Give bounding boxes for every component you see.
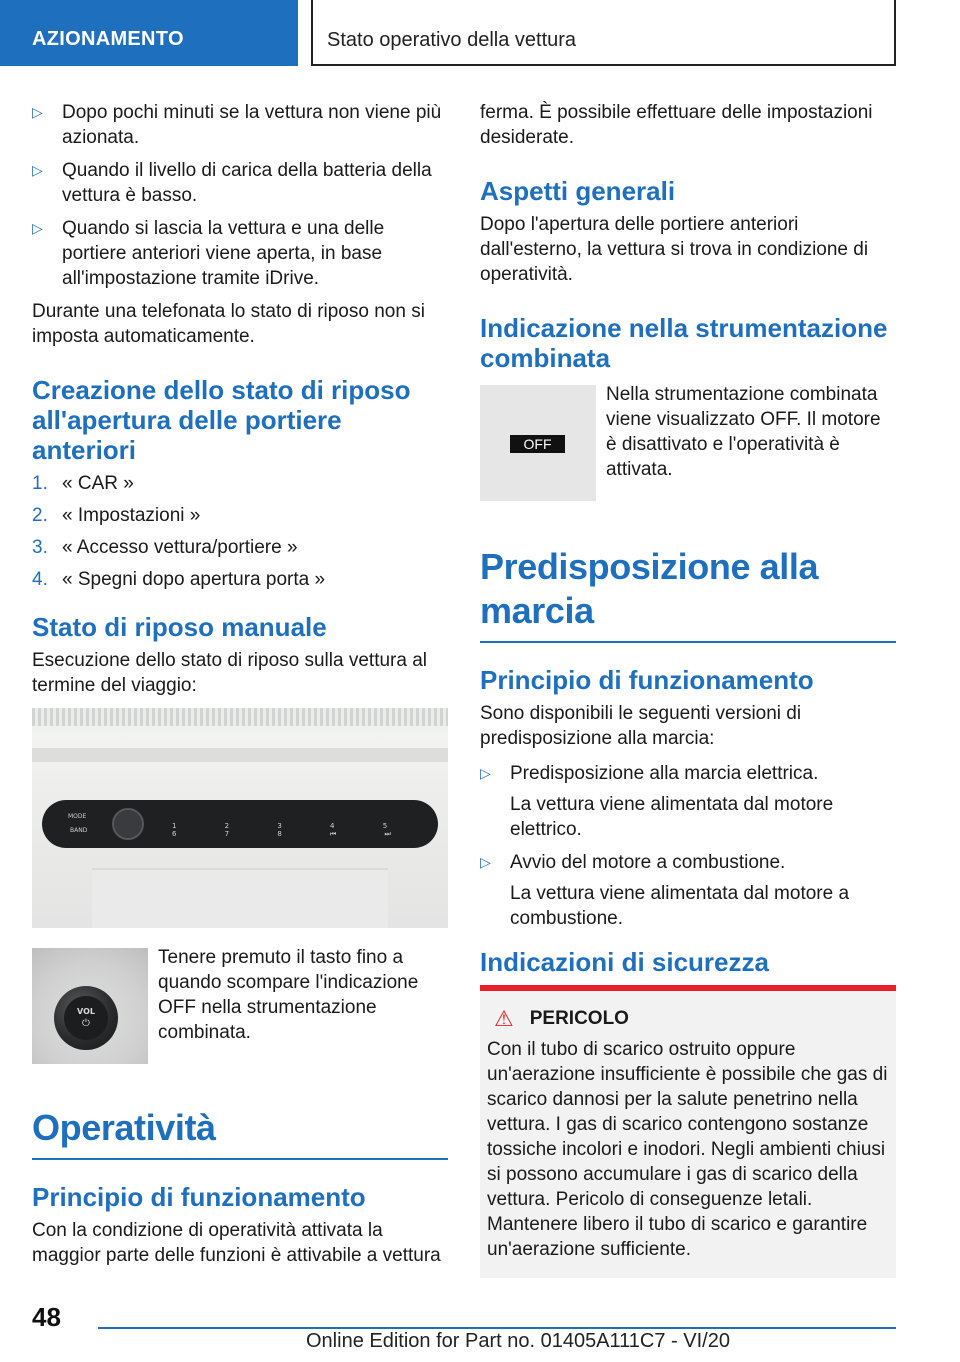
- danger-text: Con il tubo di scarico ostruito oppure un'aerazione insufficiente è possibile che gas di scarico dannosi per la salute penetrino nella vettura. I gas di scarico contengono sostanze tossiche incolori e inodori. Negli ambienti chiusi si possono accumulare i gas di scarico della vettura. Pericolo di conseguenze letali. Mantenere libero il tubo di scarico e garantire un'aerazione sufficiente.: [487, 1039, 888, 1260]
- step-number: 1.: [32, 473, 48, 494]
- off-indicator: OFF: [510, 435, 565, 453]
- list-item: ▷ Avvio del motore a combustione. La vettura viene alimentata dal motore a combustione.: [480, 852, 850, 929]
- heading-creazione: Creazione dello stato di riposo all'apertura delle portiere anteriori: [32, 375, 411, 465]
- heading-principio-left: Principio di funzionamento: [32, 1182, 366, 1212]
- step-item: 4. « Spegni dopo apertura porta »: [32, 569, 326, 590]
- danger-box: [480, 985, 896, 1278]
- left-column: [32, 100, 448, 1268]
- band-label: BAND: [70, 827, 88, 834]
- preset-buttons: 1 2 3 4 5 6 7 8 ⏮ ⏭: [172, 822, 414, 838]
- edition-text: Online Edition for Part no. 01405A111C7 - VI/20: [306, 1330, 730, 1352]
- air-vent: [32, 708, 448, 726]
- list-item: ▷ Quando si lascia la vettura e una delle portiere anteriori viene aperta, in base all'impostazione tramite iDrive.: [32, 218, 385, 289]
- volume-knob-photo: [32, 948, 148, 1064]
- list-item: ▷ Quando il livello di carica della batteria della vettura è basso.: [32, 160, 432, 206]
- triangle-bullet-icon: ▷: [32, 104, 43, 120]
- triangle-bullet-icon: ▷: [32, 220, 43, 236]
- danger-header: [487, 1007, 888, 1031]
- chapter-tab: [311, 0, 896, 66]
- page-number: 48: [32, 1302, 61, 1332]
- paragraph-aspetti: Dopo l'apertura delle portiere anteriori dall'esterno, la vettura si trova in condizione di operatività.: [480, 214, 869, 285]
- list-item: ▷ Predisposizione alla marcia elettrica. La vettura viene alimentata dal motore elettrico.: [480, 763, 834, 840]
- paragraph-knob: Tenere premuto il tasto fino a quando scompare l'indicazione OFF nella strumentazione combinata.: [158, 947, 419, 1043]
- list-item: ▷ Dopo pochi minuti se la vettura non viene più azionata.: [32, 102, 442, 148]
- knob-figure-row: [32, 948, 448, 1066]
- warning-triangle-icon: ⚠: [494, 1006, 514, 1031]
- triangle-bullet-icon: ▷: [480, 765, 491, 781]
- knob-ring: [54, 986, 118, 1050]
- drive-ready-list: [480, 761, 896, 931]
- footer-divider: [98, 1327, 896, 1329]
- dashboard-trim: [32, 748, 448, 762]
- section-tab: [0, 0, 298, 66]
- paragraph-principio-left: Con la condizione di operatività attivata la maggior parte delle funzioni è attivabile a vettura: [32, 1220, 441, 1266]
- paragraph-principio-right: Sono disponibili le seguenti versioni di predisposizione alla marcia:: [480, 703, 802, 749]
- step-number: 4.: [32, 569, 48, 590]
- step-number: 3.: [32, 537, 48, 558]
- center-console: [92, 868, 388, 928]
- heading-principio-right: Principio di funzionamento: [480, 665, 814, 695]
- paragraph-indicazione: Nella strumentazione combinata viene visualizzato OFF. Il motore è disattivato e l'operatività è attivata.: [606, 384, 881, 480]
- step-item: 3. « Accesso vettura/portiere »: [32, 537, 298, 558]
- heading-aspetti: Aspetti generali: [480, 176, 676, 206]
- rest-conditions-list: [32, 100, 448, 291]
- heading-predisposizione: Predisposizione alla marcia: [480, 545, 896, 643]
- heading-operativita: Operatività: [32, 1106, 448, 1160]
- heading-indicazione: Indicazione nella strumentazione combinata: [480, 313, 888, 373]
- step-item: 2. « Impostazioni »: [32, 505, 201, 526]
- volume-knob: [112, 808, 144, 840]
- section-title: AZIONAMENTO: [32, 28, 184, 50]
- knob-face: [64, 996, 108, 1040]
- step-item: 1. « CAR »: [32, 473, 134, 494]
- paragraph-continued: ferma. È possibile effettuare delle impostazioni desiderate.: [480, 102, 873, 148]
- danger-title: PERICOLO: [529, 1008, 629, 1029]
- off-figure-row: [480, 385, 896, 501]
- instrument-cluster-photo: [480, 385, 596, 501]
- paragraph-call: Durante una telefonata lo stato di riposo non si imposta automaticamente.: [32, 301, 425, 347]
- power-icon: ⏻: [82, 1018, 90, 1029]
- heading-manuale: Stato di riposo manuale: [32, 612, 327, 642]
- right-column: [480, 100, 896, 1278]
- chapter-title: Stato operativo della vettura: [327, 29, 577, 51]
- mode-label: MODE: [68, 813, 87, 820]
- paragraph-manuale: Esecuzione dello stato di riposo sulla vettura al termine del viaggio:: [32, 650, 428, 696]
- dashboard-photo: [32, 708, 448, 928]
- step-number: 2.: [32, 505, 48, 526]
- knob-vol-label: VOL: [77, 1007, 95, 1016]
- triangle-bullet-icon: ▷: [32, 162, 43, 178]
- steps-list: [32, 471, 448, 592]
- radio-control-panel: [42, 800, 438, 848]
- triangle-bullet-icon: ▷: [480, 854, 491, 870]
- heading-sicurezza: Indicazioni di sicurezza: [480, 947, 769, 977]
